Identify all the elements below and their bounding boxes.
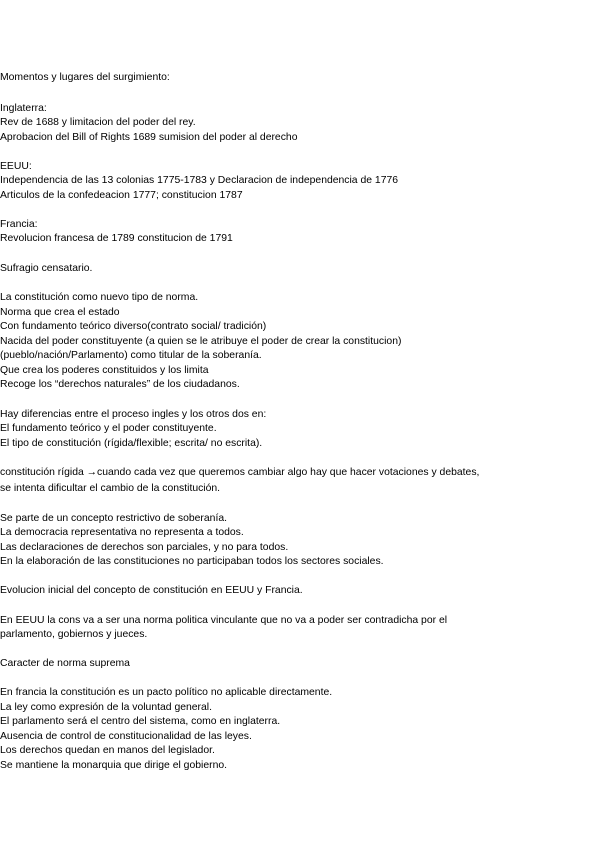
text-line: Evolucion inicial del concepto de constitución en EEUU y Francia.: [0, 585, 303, 596]
text-line: Los derechos quedan en manos del legislador.: [0, 745, 215, 756]
text-line: Francia:: [0, 219, 38, 230]
text-line: Recoge los “derechos naturales” de los ciudadanos.: [0, 379, 240, 390]
text-line: En la elaboración de las constituciones no participaban todos los sectores sociales.: [0, 556, 384, 567]
text-line: El fundamento teórico y el poder constituyente.: [0, 423, 217, 434]
text-line: se intenta dificultar el cambio de la constitución.: [0, 483, 221, 494]
text-line: La ley como expresión de la voluntad general.: [0, 702, 212, 713]
text-line: Momentos y lugares del surgimiento:: [0, 72, 170, 83]
text-line: Con fundamento teórico diverso(contrato social/ tradición): [0, 321, 267, 332]
text-line: Norma que crea el estado: [0, 307, 120, 318]
text-line: Ausencia de control de constitucionalidad de las leyes.: [0, 731, 252, 742]
text-line: El tipo de constitución (rígida/flexible; escrita/ no escrita).: [0, 438, 263, 449]
text-line: (pueblo/nación/Parlamento) como titular de la soberanía.: [0, 350, 262, 361]
text-line: En francia la constitución es un pacto político no aplicable directamente.: [0, 687, 333, 698]
text-line: Hay diferencias entre el proceso ingles y los otros dos en:: [0, 409, 267, 420]
text-line: La constitución como nuevo tipo de norma.: [0, 292, 199, 303]
text-line: Rev de 1688 y limitacion del poder del rey.: [0, 117, 196, 128]
text-line: La democracia representativa no representa a todos.: [0, 527, 244, 538]
text-line: Se mantiene la monarquia que dirige el gobierno.: [0, 760, 228, 771]
text-line: Sufragio censatario.: [0, 263, 93, 274]
text-line: Caracter de norma suprema: [0, 658, 130, 669]
text-line: El parlamento será el centro del sistema, como en inglaterra.: [0, 716, 281, 727]
text-line: Nacida del poder constituyente (a quien se le atribuye el poder de crear la constitucion): [0, 336, 402, 347]
text-line: Articulos de la confedeacion 1777; constitucion 1787: [0, 190, 243, 201]
text-line: EEUU:: [0, 161, 32, 172]
text-line: Las declaraciones de derechos son parciales, y no para todos.: [0, 542, 289, 553]
text-line: Se parte de un concepto restrictivo de soberanía.: [0, 513, 228, 524]
text-line: Independencia de las 13 colonias 1775-1783 y Declaracion de independencia de 1776: [0, 175, 399, 186]
text-line: Revolucion francesa de 1789 constitucion de 1791: [0, 233, 233, 244]
text-line: Inglaterra:: [0, 103, 47, 114]
text-line: constitución rígida →cuando cada vez que queremos cambiar algo hay que hacer votaciones y debates,: [0, 467, 480, 478]
text-line: En EEUU la cons va a ser una norma politica vinculante que no va a poder ser contradicha por el: [0, 615, 448, 626]
text-line: parlamento, gobiernos y jueces.: [0, 629, 148, 640]
text-line: Que crea los poderes constituidos y los limita: [0, 365, 209, 376]
text-line: Aprobacion del Bill of Rights 1689 sumision del poder al derecho: [0, 132, 298, 143]
